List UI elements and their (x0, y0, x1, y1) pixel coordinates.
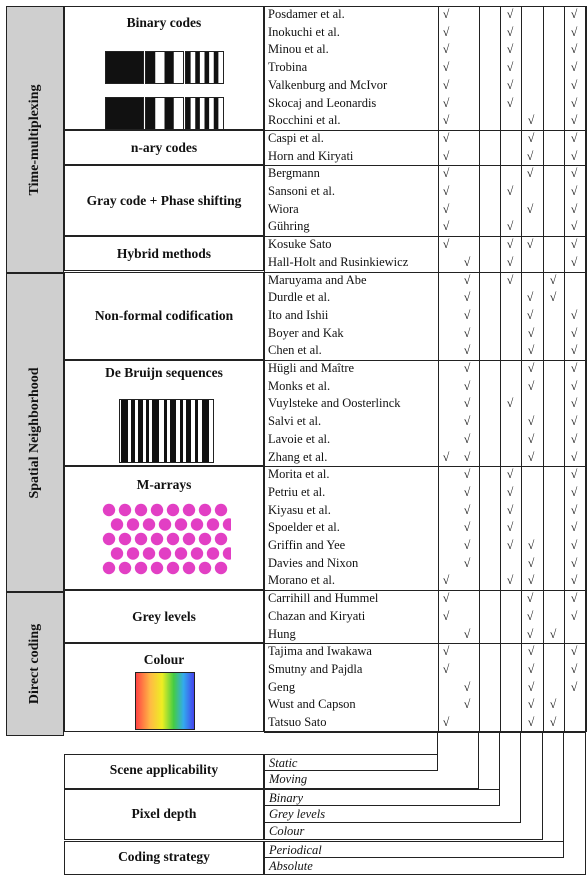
pattern-dot (215, 504, 227, 516)
stripe (125, 98, 144, 129)
check-mark: √ (526, 290, 534, 305)
check-mark: √ (463, 290, 471, 305)
check-mark: √ (570, 77, 578, 92)
check-mark: √ (527, 414, 535, 429)
group-7 (64, 590, 264, 643)
category-label: Spatial Neighborhood (27, 366, 42, 499)
check-mark: √ (570, 520, 578, 535)
check-mark: √ (506, 24, 514, 39)
legend-item: Periodical (264, 841, 564, 858)
author-name: Ito and Ishii (268, 307, 329, 322)
stripe (131, 400, 135, 462)
checks-grid (264, 6, 586, 732)
pattern-dot (159, 518, 171, 530)
author-name: Posdamer et al. (268, 7, 345, 21)
group-4 (64, 272, 264, 361)
check-mark: √ (570, 573, 578, 588)
check-mark: √ (506, 484, 514, 499)
stripe (146, 52, 155, 83)
pattern-dot (135, 504, 147, 516)
pattern-dot (167, 533, 179, 545)
pattern-dot (215, 533, 227, 545)
author-name: Wiora (268, 201, 299, 216)
check-mark: √ (570, 538, 578, 552)
legend-item: Static (264, 754, 438, 771)
check-mark: √ (570, 307, 578, 322)
pattern-dot (191, 547, 203, 559)
author-name: Kiyasu et al. (268, 502, 331, 517)
pattern-dot (151, 533, 163, 545)
check-mark: √ (442, 219, 450, 234)
group-8 (64, 643, 264, 732)
check-mark: √ (506, 272, 514, 287)
connector-line (499, 732, 500, 806)
check-mark: √ (570, 644, 578, 659)
check-mark: √ (527, 679, 535, 694)
check-mark: √ (463, 325, 471, 340)
pattern-dot (119, 533, 131, 545)
connector-line (520, 732, 521, 824)
stripe (138, 400, 143, 462)
check-mark: √ (570, 396, 578, 411)
stripe (152, 400, 159, 462)
check-mark: √ (442, 608, 450, 623)
stripe (165, 98, 174, 129)
check-mark: √ (442, 148, 450, 163)
stripe (106, 52, 125, 83)
check-mark: √ (506, 502, 514, 517)
author-name: Kosuke Sato (268, 237, 332, 252)
stripe (186, 400, 191, 462)
stripe (186, 52, 191, 83)
legend-label: Pixel depth (131, 805, 197, 821)
stripe (125, 52, 144, 83)
check-mark: √ (442, 449, 450, 464)
check-mark: √ (463, 484, 471, 499)
author-name: Salvi et al. (268, 414, 322, 429)
check-mark: √ (526, 608, 534, 623)
check-mark: √ (570, 7, 578, 21)
check-mark: √ (570, 378, 578, 393)
author-name: Hung (268, 626, 296, 641)
check-mark: √ (506, 7, 514, 21)
group-name: Gray code + Phase shifting (86, 192, 242, 208)
author-name: Spoelder et al. (268, 520, 340, 535)
check-mark: √ (570, 237, 578, 252)
check-mark: √ (463, 254, 471, 269)
pattern-dot (167, 504, 179, 516)
author-name: Geng (268, 679, 296, 694)
check-mark: √ (463, 431, 471, 446)
legend-item: Absolute (264, 858, 586, 875)
category-0 (6, 6, 64, 273)
check-mark: √ (570, 679, 578, 694)
check-mark: √ (527, 325, 535, 340)
check-mark: √ (527, 343, 535, 358)
check-mark: √ (570, 414, 578, 429)
check-mark: √ (570, 502, 578, 517)
column-line (500, 6, 501, 732)
pattern-dot (127, 518, 139, 530)
check-mark: √ (526, 307, 534, 322)
check-mark: √ (570, 201, 578, 216)
connector-line (437, 732, 438, 772)
check-mark: √ (570, 591, 578, 606)
check-mark: √ (442, 591, 450, 606)
author-name: Zhang et al. (268, 449, 328, 464)
check-mark: √ (463, 414, 471, 429)
stripe (205, 98, 210, 129)
de-bruijn-pattern-image (119, 399, 214, 463)
connector-line (563, 732, 564, 858)
group-3 (64, 236, 264, 271)
check-mark: √ (442, 237, 450, 252)
check-mark: √ (570, 166, 578, 181)
group-0 (64, 6, 264, 130)
check-mark: √ (570, 467, 578, 482)
pattern-dot (199, 562, 211, 574)
pattern-dot (143, 518, 155, 530)
check-mark: √ (442, 113, 450, 128)
pattern-dot (151, 562, 163, 574)
check-mark: √ (570, 254, 578, 269)
check-mark: √ (442, 715, 450, 729)
author-name: Maruyama and Abe (268, 272, 367, 287)
check-mark: √ (506, 42, 514, 57)
check-mark: √ (570, 148, 578, 163)
connector-line (585, 732, 586, 875)
pattern-dot (207, 547, 219, 559)
stripe (214, 52, 219, 83)
author-name: Tajima and Iwakawa (268, 644, 372, 659)
check-mark: √ (506, 95, 514, 110)
column-line (521, 6, 522, 732)
check-mark: √ (442, 201, 450, 216)
pattern-dot (159, 547, 171, 559)
category-label: Direct coding (27, 623, 42, 705)
check-mark: √ (526, 237, 534, 252)
check-mark: √ (570, 608, 578, 623)
pattern-dot (135, 533, 147, 545)
author-name: Lavoie et al. (268, 431, 331, 446)
pattern-dot (135, 562, 147, 574)
check-mark: √ (442, 130, 450, 145)
pattern-dot (183, 562, 195, 574)
pattern-dot (111, 547, 123, 559)
check-mark: √ (506, 520, 514, 535)
check-mark: √ (463, 272, 471, 287)
pattern-dot (215, 562, 227, 574)
check-mark: √ (442, 573, 450, 588)
column-line (564, 6, 565, 732)
check-mark: √ (506, 538, 514, 552)
pattern-dot (111, 518, 123, 530)
check-mark: √ (442, 60, 450, 75)
author-name: Minou et al. (268, 42, 329, 57)
check-mark: √ (570, 219, 578, 234)
author-name: Morano et al. (268, 573, 335, 588)
check-mark: √ (442, 184, 450, 198)
pattern-dot (103, 533, 115, 545)
check-mark: √ (506, 254, 514, 269)
author-name: Hall-Holt and Rusinkiewicz (268, 254, 409, 269)
pattern-dot (143, 547, 155, 559)
check-mark: √ (570, 343, 578, 358)
check-mark: √ (549, 626, 557, 641)
group-name: Grey levels (132, 608, 196, 624)
author-name: Wust and Capson (268, 697, 356, 712)
pattern-dot (127, 547, 139, 559)
check-mark: √ (549, 715, 557, 729)
legend-item: Grey levels (264, 806, 521, 823)
check-mark: √ (463, 467, 471, 482)
check-mark: √ (549, 272, 557, 287)
check-mark: √ (570, 130, 578, 145)
check-mark: √ (463, 520, 471, 535)
author-name: Morita et al. (268, 467, 330, 482)
check-mark: √ (570, 555, 578, 570)
author-name: Carrihill and Hummel (268, 591, 379, 606)
legend-item: Colour (264, 823, 543, 840)
author-name: Chazan and Kiryati (268, 608, 366, 623)
pattern-dot (223, 547, 231, 559)
pattern-dot (191, 518, 203, 530)
check-mark: √ (442, 661, 450, 676)
check-mark: √ (463, 396, 471, 411)
group-name: M-arrays (136, 477, 192, 493)
check-mark: √ (506, 219, 514, 234)
check-mark: √ (527, 130, 535, 145)
check-mark: √ (506, 77, 514, 92)
author-name: Gühring (268, 219, 310, 234)
check-mark: √ (463, 307, 471, 322)
check-mark: √ (527, 538, 535, 552)
connector-line (542, 732, 543, 841)
author-name: Petriu et al. (268, 484, 326, 499)
category-label: Time-multiplexing (27, 84, 42, 195)
stripe (195, 52, 200, 83)
check-mark: √ (570, 325, 578, 340)
check-mark: √ (527, 378, 535, 393)
author-name: Vuylsteke and Oosterlinck (268, 396, 401, 411)
column-line (479, 6, 480, 732)
stripe (170, 400, 176, 462)
check-mark: √ (549, 290, 557, 305)
author-name: Valkenburg and McIvor (268, 77, 388, 92)
check-mark: √ (506, 396, 514, 411)
stripe (180, 400, 183, 462)
connector-line (478, 732, 479, 789)
check-mark: √ (463, 449, 471, 464)
author-name: Skocaj and Leonardis (268, 95, 377, 110)
pattern-dot (175, 547, 187, 559)
check-mark: √ (463, 679, 471, 694)
author-name: Hügli and Maître (268, 361, 355, 375)
check-mark: √ (463, 343, 471, 358)
group-divider (264, 732, 586, 733)
check-mark: √ (526, 201, 534, 216)
check-mark: √ (442, 95, 450, 110)
pattern-dot (175, 518, 187, 530)
check-mark: √ (527, 573, 535, 588)
group-name: Non-formal codification (94, 307, 234, 323)
stripe (165, 52, 174, 83)
pattern-dot (103, 504, 115, 516)
group-5 (64, 360, 264, 466)
check-mark: √ (442, 77, 450, 92)
stripe (121, 400, 128, 462)
check-mark: √ (570, 113, 578, 128)
check-mark: √ (442, 42, 450, 57)
check-mark: √ (570, 42, 578, 57)
group-1 (64, 130, 264, 165)
author-name: Horn and Kiryati (268, 148, 354, 163)
check-mark: √ (463, 538, 471, 552)
author-name: Monks et al. (268, 378, 331, 393)
check-mark: √ (526, 626, 534, 641)
check-mark: √ (570, 661, 578, 676)
author-name: Chen et al. (268, 343, 322, 358)
check-mark: √ (527, 113, 535, 128)
stripe (106, 98, 125, 129)
check-mark: √ (442, 166, 450, 181)
check-mark: √ (527, 431, 535, 446)
column-line (543, 6, 544, 732)
pattern-dot (119, 504, 131, 516)
pattern-dot (207, 518, 219, 530)
check-mark: √ (570, 484, 578, 499)
check-mark: √ (527, 644, 535, 659)
check-mark: √ (570, 449, 578, 464)
pattern-dot (103, 562, 115, 574)
check-mark: √ (570, 184, 578, 198)
group-2 (64, 165, 264, 236)
pattern-dot (199, 504, 211, 516)
check-mark: √ (527, 697, 535, 712)
legend-label: Coding strategy (118, 848, 210, 864)
check-mark: √ (570, 361, 578, 375)
check-mark: √ (463, 502, 471, 517)
check-mark: √ (442, 24, 450, 39)
stripe (164, 400, 167, 462)
author-name: Griffin and Yee (268, 538, 346, 552)
stripe (195, 98, 200, 129)
check-mark: √ (506, 237, 514, 252)
check-mark: √ (506, 184, 514, 198)
stripe (214, 98, 219, 129)
check-mark: √ (527, 715, 535, 729)
group-name: n-ary codes (130, 139, 198, 155)
stripe (195, 400, 198, 462)
binary-pattern-image (105, 51, 225, 137)
check-mark: √ (527, 449, 535, 464)
category-2 (6, 592, 64, 736)
column-line (438, 6, 439, 732)
check-mark: √ (570, 431, 578, 446)
pattern-dot (119, 562, 131, 574)
m-array-pattern-image (101, 503, 231, 575)
stripe (202, 400, 209, 462)
author-name: Trobina (268, 60, 308, 75)
check-mark: √ (442, 644, 450, 659)
check-mark: √ (527, 661, 535, 676)
author-name: Inokuchi et al. (268, 24, 340, 39)
check-mark: √ (526, 148, 534, 163)
author-name: Caspi et al. (268, 130, 324, 145)
check-mark: √ (526, 166, 534, 181)
check-mark: √ (463, 626, 471, 641)
pattern-dot (223, 518, 231, 530)
pattern-dot (183, 504, 195, 516)
pattern-dot (183, 533, 195, 545)
author-name: Bergmann (268, 166, 320, 181)
legend-label: Scene applicability (109, 762, 219, 778)
group-name: Hybrid methods (116, 245, 212, 261)
check-mark: √ (506, 467, 514, 482)
check-mark: √ (463, 555, 471, 570)
author-name: Davies and Nixon (268, 555, 359, 570)
author-name: Sansoni et al. (268, 184, 336, 198)
author-name: Durdle et al. (268, 290, 331, 305)
stripe (186, 98, 191, 129)
check-mark: √ (463, 697, 471, 712)
author-name: Rocchini et al. (268, 113, 341, 128)
check-mark: √ (527, 555, 535, 570)
check-mark: √ (506, 60, 514, 75)
column-line (586, 6, 587, 732)
pattern-dot (167, 562, 179, 574)
stripe (146, 400, 149, 462)
colour-spectrum-image (135, 672, 195, 730)
pattern-dot (151, 504, 163, 516)
check-mark: √ (526, 591, 534, 606)
group-name: Colour (143, 652, 185, 668)
legend-item: Binary (264, 789, 500, 806)
author-name: Boyer and Kak (268, 325, 344, 340)
check-mark: √ (570, 95, 578, 110)
stripe (146, 98, 155, 129)
check-mark: √ (463, 378, 471, 393)
check-mark: √ (570, 24, 578, 39)
group-6 (64, 466, 264, 590)
check-mark: √ (527, 361, 535, 375)
check-mark: √ (442, 7, 450, 21)
check-mark: √ (570, 60, 578, 75)
pattern-dot (199, 533, 211, 545)
legend-item: Moving (264, 771, 479, 788)
group-name: De Bruijn sequences (105, 365, 223, 380)
check-mark: √ (463, 361, 471, 375)
author-name: Smutny and Pajdla (268, 661, 363, 676)
check-mark: √ (549, 697, 557, 712)
category-1 (6, 273, 64, 592)
stripe (205, 52, 210, 83)
check-mark: √ (506, 573, 514, 588)
group-name: Binary codes (126, 15, 202, 30)
author-name: Tatsuo Sato (268, 715, 327, 729)
